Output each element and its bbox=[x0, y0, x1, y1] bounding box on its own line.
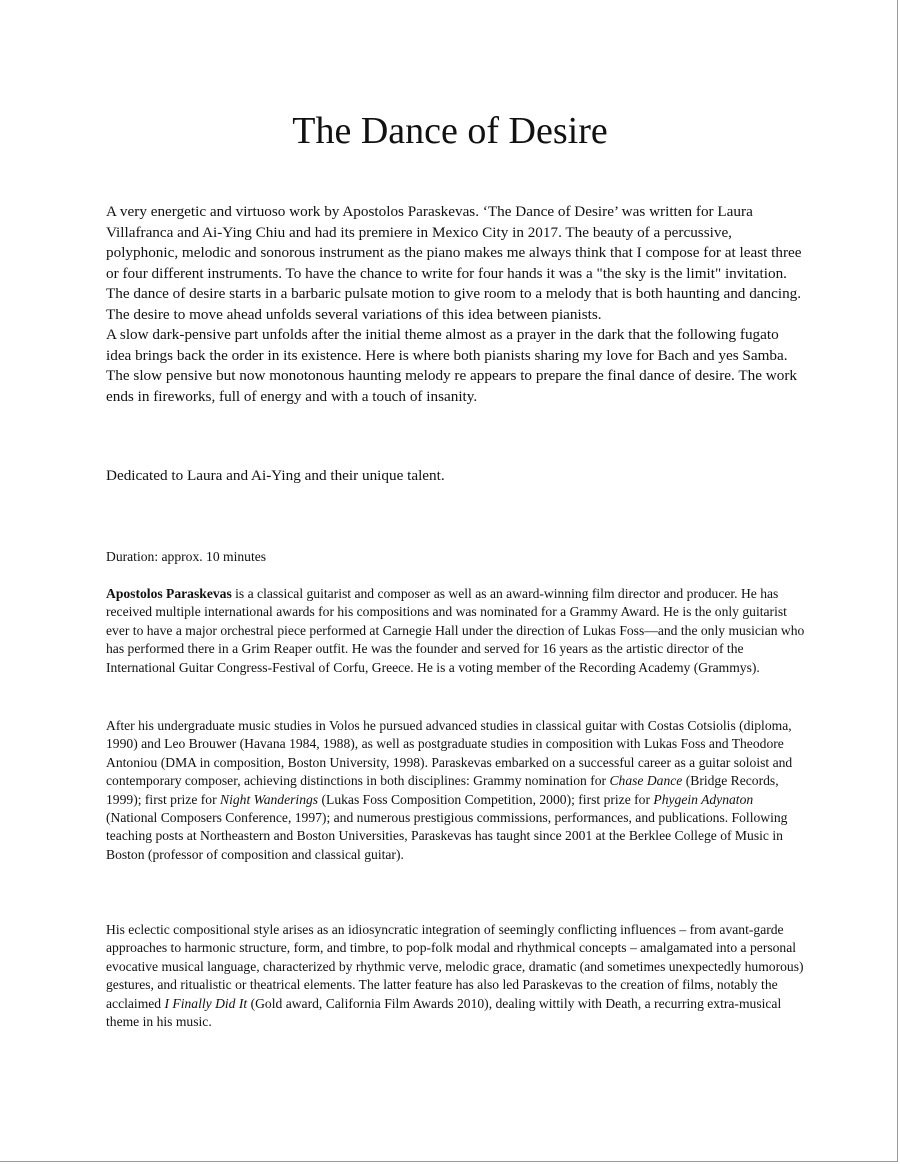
bio-paragraph-2-text-c: (Lukas Foss Composition Competition, 2000); first prize for bbox=[318, 791, 654, 807]
program-note-paragraph-1: A very energetic and virtuoso work by Apostolos Paraskevas. ‘The Dance of Desire’ was written for Laura Villafranca and Ai-Ying Chiu and had its premiere in Mexico City in 2017. The beauty of a percussive, polyphonic, melodic and sonorous instrument as the piano makes me always think that I compose for at least three or four different instruments. To have the chance to write for four hands it was a "the sky is the limit" invitation. The dance of desire starts in a barbaric pulsate motion to give room to a melody that is both haunting and dancing. The desire to move ahead unfolds several variations of this idea between pianists. bbox=[106, 203, 802, 323]
composer-name: Apostolos Paraskevas bbox=[106, 586, 232, 601]
bio-paragraph-2 bbox=[106, 717, 806, 864]
bio-paragraph-3-text-b: (Gold award, California Film Awards 2010), dealing wittily with Death, a recurring extra-musical theme in his music. bbox=[106, 995, 782, 1030]
bio-paragraph-2-text-a: After his undergraduate music studies in Volos he pursued advanced studies in classical guitar with Costas Cotsiolis (diploma, 1990) and Leo Brouwer (Havana 1984, 1988), as well as postgraduate studies in composition with Lukas Foss and Theodore Antoniou (DMA in composition, Boston University, 1998). Paraskevas embarked on a successful career as a guitar soloist and contemporary composer, achieving distinctions in both disciplines: Grammy nomination for bbox=[106, 718, 793, 789]
document-title: The Dance of Desire bbox=[292, 110, 608, 152]
bio-paragraph-1 bbox=[106, 585, 806, 677]
program-note bbox=[106, 202, 806, 407]
dedication: Dedicated to Laura and Ai-Ying and their unique talent. bbox=[106, 467, 445, 484]
bio-paragraph-3-text-a: His eclectic compositional style arises as an idiosyncratic integration of seemingly conflicting influences – from avant-garde approaches to harmonic structure, form, and timbre, to pop-folk modal and rhythmical concepts – amalgamated into a personal evocative musical language, characterized by rhythmic verve, melodic grace, dramatic (and sometimes unexpectedly humorous) gestures, and ritualistic or theatrical elements. The latter feature has also led Paraskevas to the creation of films, notably the acclaimed bbox=[106, 922, 804, 1011]
bio-paragraph-2-text-b: (Bridge Records, 1999); first prize for bbox=[106, 773, 779, 807]
work-title-chase-dance: Chase Dance bbox=[609, 773, 683, 789]
duration: Duration: approx. 10 minutes bbox=[106, 549, 267, 564]
program-note-paragraph-2: A slow dark-pensive part unfolds after the initial theme almost as a prayer in the dark that the following fugato idea brings back the order in its existence. Here is where both pianists sharing my love for Bach and yes Samba. The slow pensive but now monotonous haunting melody re appears to prepare the final dance of desire. The work ends in fireworks, full of energy and with a touch of insanity. bbox=[106, 326, 797, 405]
film-title: I Finally Did It bbox=[164, 995, 248, 1011]
bio-paragraph-1-text: is a classical guitarist and composer as well as an award-winning film director and producer. He has received multiple international awards for his compositions and was nominated for a Grammy Award. He is the only guitarist ever to have a major orchestral piece performed at Carnegie Hall under the direction of Lukas Foss—and the only musician who has performed there in a Grim Reaper outfit. He was the founder and served for 16 years as the artistic director of the International Guitar Congress-Festival of Corfu, Greece. He is a voting member of the Recording Academy (Grammys). bbox=[106, 586, 805, 675]
work-title-night-wanderings: Night Wanderings bbox=[220, 791, 319, 807]
bio-paragraph-2-text-d: (National Composers Conference, 1997); and numerous prestigious commissions, performances, and publications. Following teaching posts at Northeastern and Boston Universities, Paraskevas has taught since 2001 at the Berklee College of Music in Boston (professor of composition and classical guitar). bbox=[106, 810, 788, 862]
work-title-phygein-adynaton: Phygein Adynaton bbox=[653, 791, 754, 807]
bio-paragraph-3 bbox=[106, 921, 806, 1031]
